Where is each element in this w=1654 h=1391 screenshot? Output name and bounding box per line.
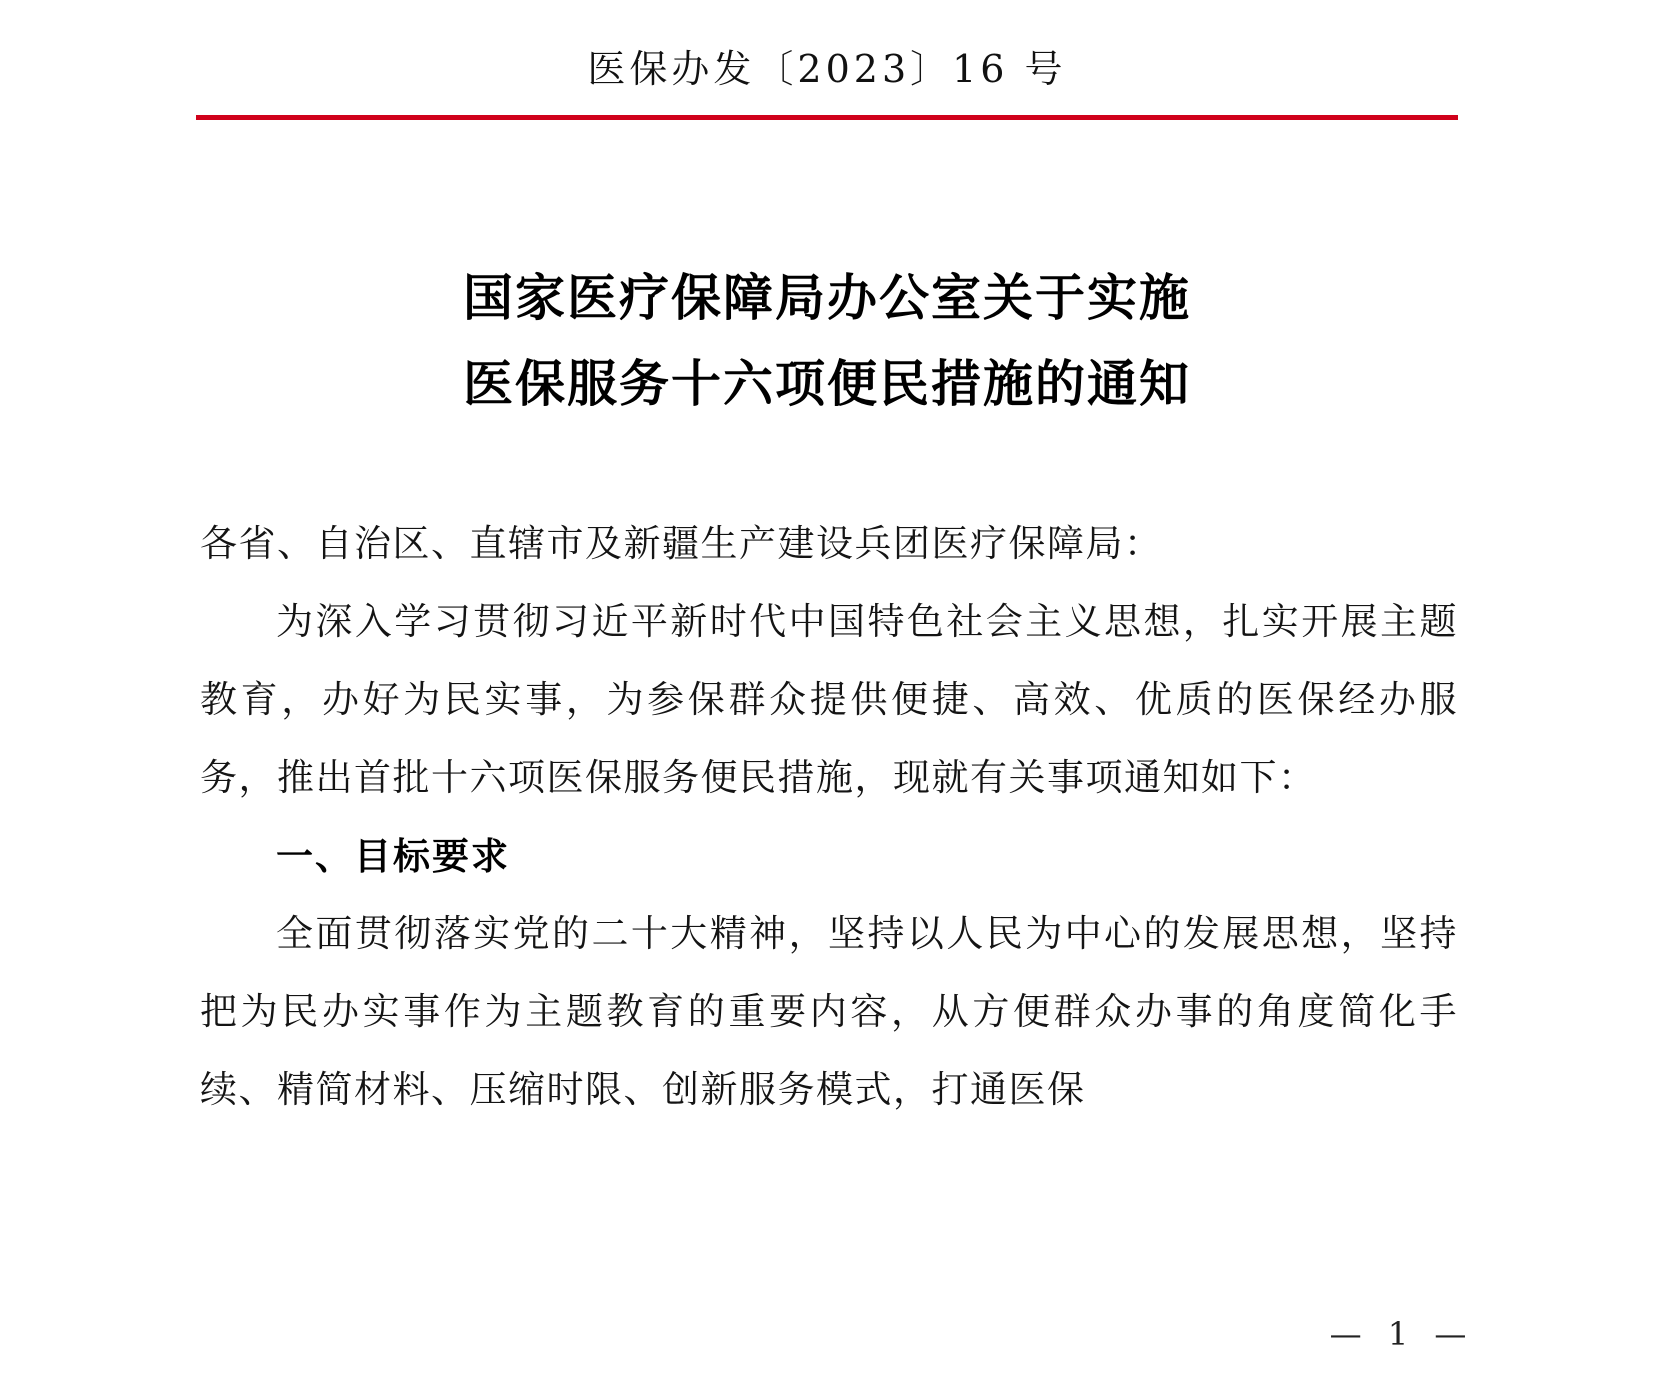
document-number: 医保办发〔2023〕16 号	[587, 47, 1067, 91]
page-number-text: — 1 —	[1329, 1315, 1475, 1353]
title-line-2: 医保服务十六项便民措施的通知	[463, 354, 1191, 413]
intro-paragraph: 为深入学习贯彻习近平新时代中国特色社会主义思想，扎实开展主题教育，办好为民实事，为参保群众提供便捷、高效、优质的医保经办服务，推出首批十六项医保服务便民措施，现就有关事项通知如下：	[200, 600, 1458, 799]
document-title	[196, 255, 1458, 427]
title-line-1: 国家医疗保障局办公室关于实施	[463, 268, 1191, 327]
section-heading-goals: 一、目标要求	[276, 834, 510, 878]
section-paragraph-1: 全面贯彻落实党的二十大精神，坚持以人民为中心的发展思想，坚持把为民办实事作为主题教育的重要内容，从方便群众办事的角度简化手续、精简材料、压缩时限、创新服务模式，打通医保	[200, 912, 1458, 1111]
red-divider-rule	[196, 115, 1458, 120]
document-body	[200, 505, 1458, 1129]
page-number	[0, 1315, 1654, 1353]
salutation: 各省、自治区、直辖市及新疆生产建设兵团医疗保障局：	[200, 522, 1163, 565]
